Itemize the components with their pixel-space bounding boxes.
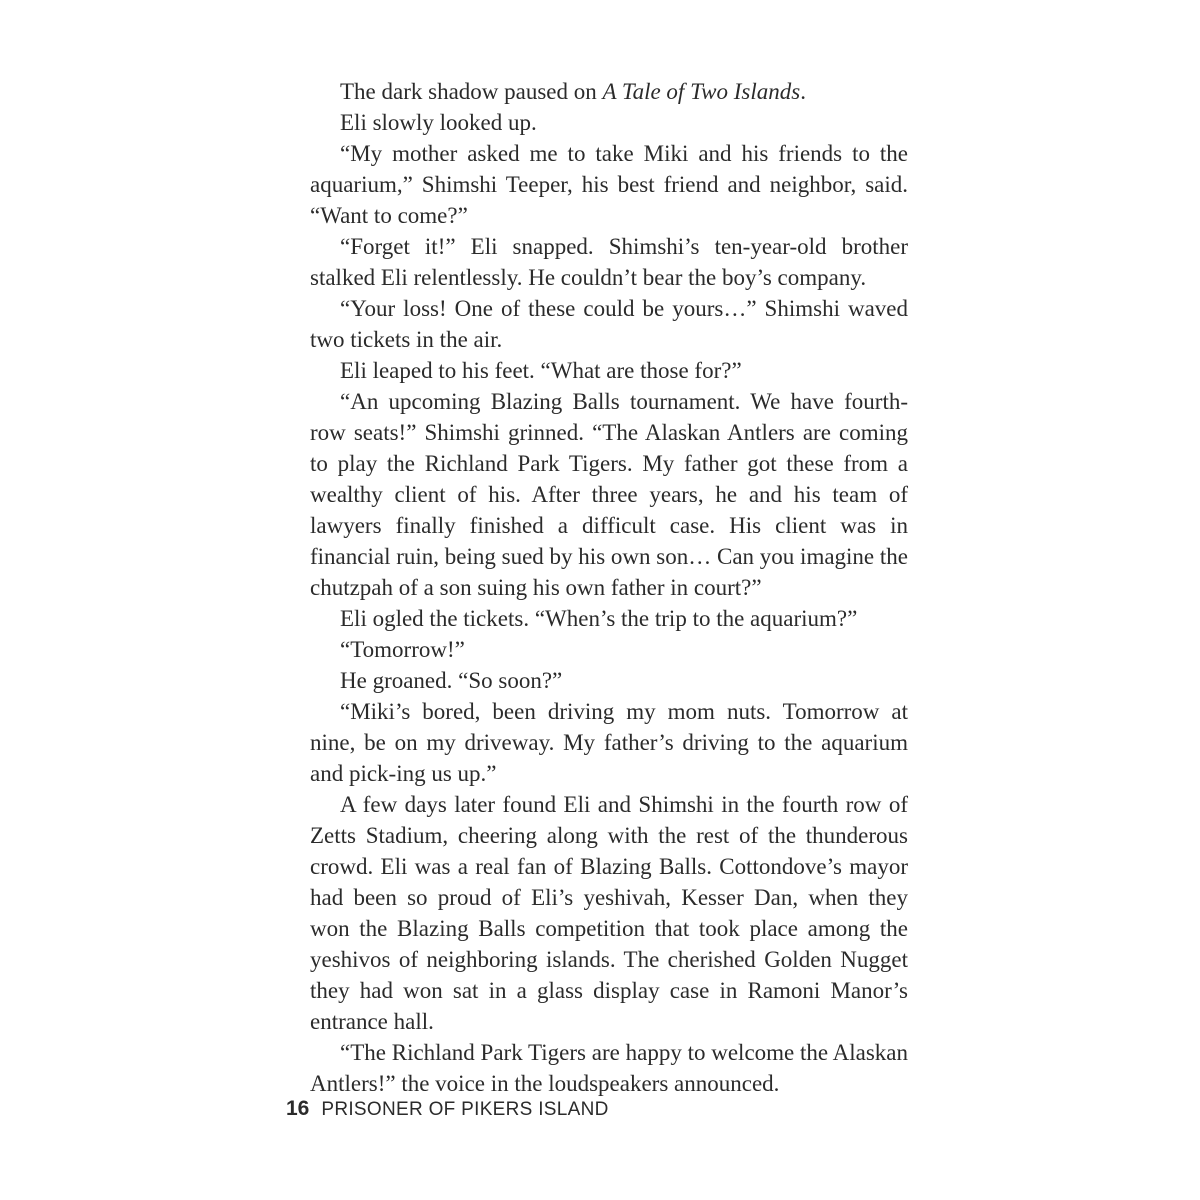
paragraph-4: “Forget it!” Eli snapped. Shimshi’s ten-year-old brother stalked Eli relentlessly. He couldn’t bear the boy’s company. [310, 234, 908, 290]
body-text [310, 76, 908, 1099]
paragraph-11: “Miki’s bored, been driving my mom nuts. Tomorrow at nine, be on my driveway. My father’s driving to the aquarium and pick-ing us up.” [310, 699, 908, 786]
paragraph-1-start: The dark shadow paused on [340, 79, 603, 104]
page-footer [286, 1097, 609, 1121]
page-number: 16 [286, 1097, 310, 1120]
paragraph-13: “The Richland Park Tigers are happy to welcome the Alaskan Antlers!” the voice in the loudspeakers announced. [310, 1040, 908, 1096]
paragraph-12: A few days later found Eli and Shimshi in the fourth row of Zetts Stadium, cheering along with the rest of the thunderous crowd. Eli was a real fan of Blazing Balls. Cottondove’s mayor had been so proud of Eli’s yeshivah, Kesser Dan, when they won the Blazing Balls competition that took place among the yeshivos of neighboring islands. The cherished Golden Nugget they had won sat in a glass display case in Ramoni Manor’s entrance hall. [310, 792, 908, 1034]
paragraph-10: He groaned. “So soon?” [340, 668, 563, 693]
paragraph-1-end: . [800, 79, 806, 104]
paragraph-8: Eli ogled the tickets. “When’s the trip to the aquarium?” [340, 606, 858, 631]
paragraph-7: “An upcoming Blazing Balls tournament. We have fourth-row seats!” Shimshi grinned. “The Alaskan Antlers are coming to play the Richland Park Tigers. My father got these from a wealthy client of his. After three years, he and his team of lawyers finally finished a difficult case. His client was in financial ruin, being sued by his own son… Can you imagine the chutzpah of a son suing his own father in court?” [310, 389, 908, 600]
paragraph-5: “Your loss! One of these could be yours…” Shimshi waved two tickets in the air. [310, 296, 908, 352]
paragraph-1 [310, 76, 908, 107]
paragraph-2: Eli slowly looked up. [340, 110, 537, 135]
book-title-italic: A Tale of Two Islands [602, 79, 801, 104]
paragraph-6: Eli leaped to his feet. “What are those for?” [340, 358, 742, 383]
running-title: PRISONER OF PIKERS ISLAND [321, 1099, 609, 1120]
paragraph-9: “Tomorrow!” [340, 637, 465, 662]
paragraph-3: “My mother asked me to take Miki and his friends to the aquarium,” Shimshi Teeper, his best friend and neighbor, said. “Want to come?” [310, 141, 908, 228]
